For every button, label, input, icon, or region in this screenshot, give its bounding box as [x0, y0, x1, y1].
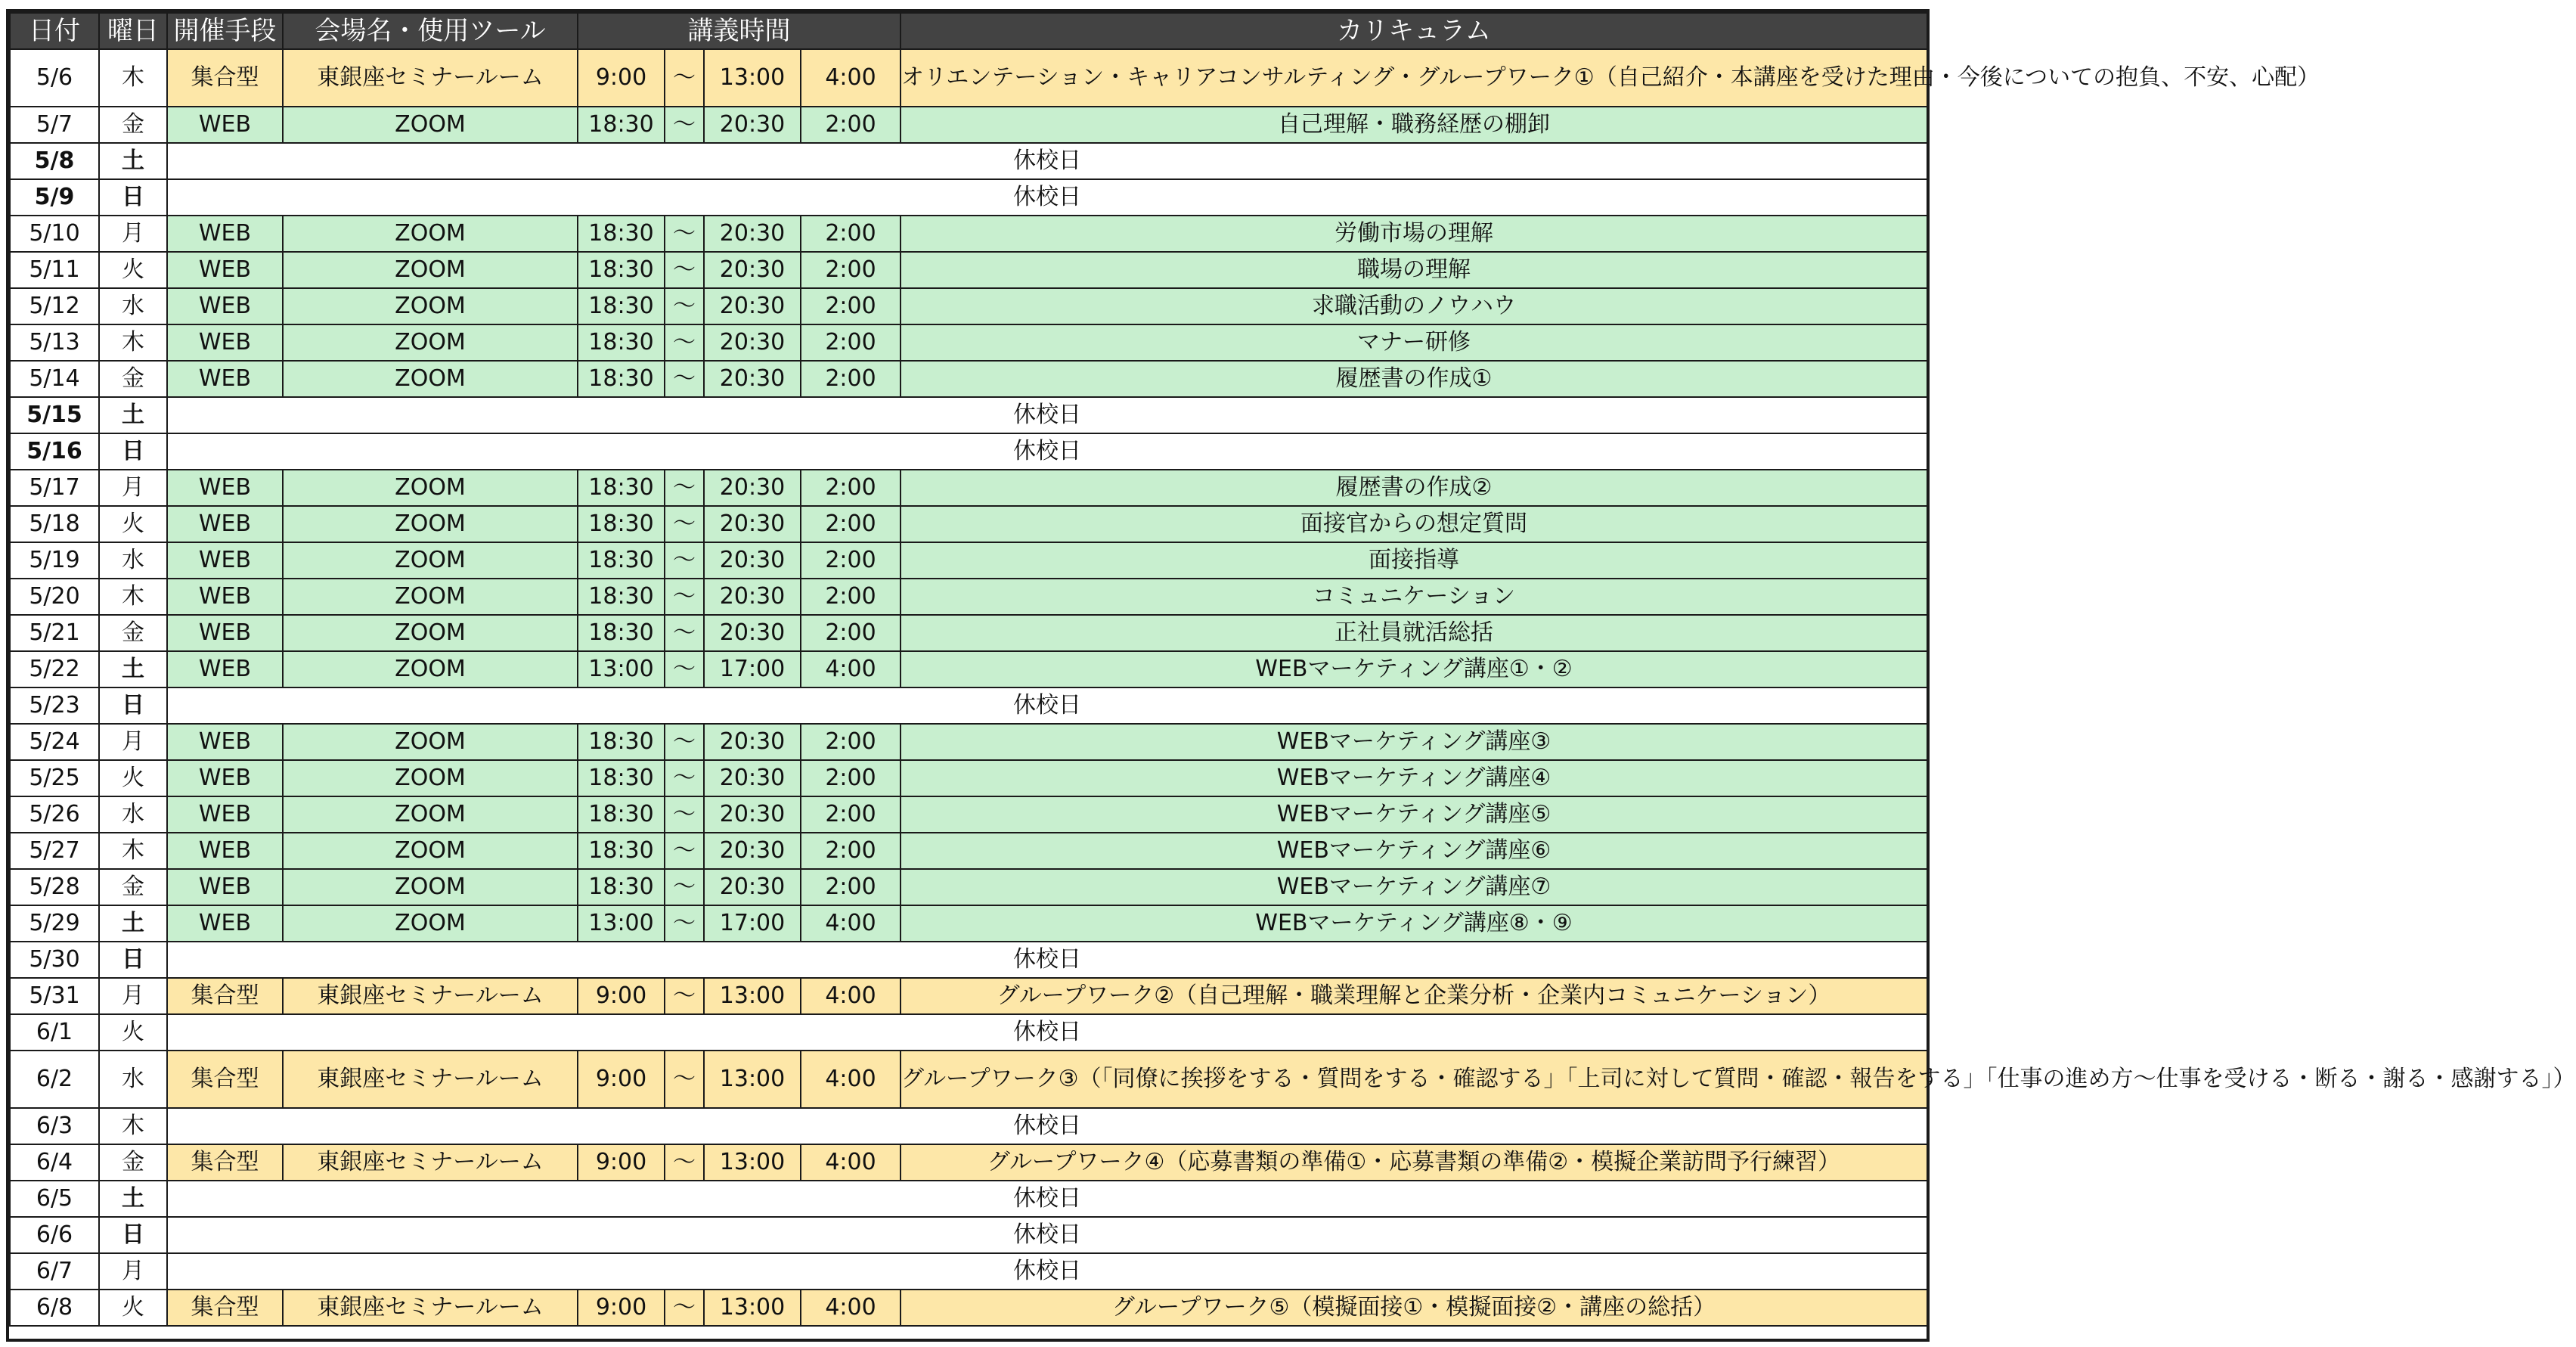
- schedule-table: [9, 12, 2576, 1327]
- time-separator-cell: ～: [665, 107, 704, 143]
- venue-cell: 東銀座セミナールーム: [283, 1290, 578, 1326]
- duration-cell: 2:00: [801, 470, 901, 506]
- date-cell: 5/29: [10, 905, 99, 942]
- curriculum-cell: 正社員就活総括: [901, 615, 1927, 651]
- duration-cell: 4:00: [801, 1051, 901, 1108]
- weekday-cell: 日: [99, 179, 167, 216]
- venue-cell: ZOOM: [283, 760, 578, 796]
- curriculum-cell: 労働市場の理解: [901, 216, 1927, 252]
- schedule-row: [10, 143, 1927, 179]
- start-time-cell: 18:30: [578, 615, 665, 651]
- schedule-row: [10, 1253, 1927, 1290]
- duration-cell: 2:00: [801, 542, 901, 579]
- schedule-sheet: [6, 9, 2576, 1342]
- venue-cell: ZOOM: [283, 579, 578, 615]
- start-time-cell: 13:00: [578, 905, 665, 942]
- time-separator-cell: ～: [665, 361, 704, 397]
- venue-cell: ZOOM: [283, 724, 578, 760]
- schedule-row: [10, 869, 1927, 905]
- venue-cell: ZOOM: [283, 288, 578, 324]
- schedule-body: [10, 49, 2576, 1326]
- start-time-cell: 18:30: [578, 216, 665, 252]
- weekday-cell: 土: [99, 397, 167, 433]
- time-separator-cell: ～: [665, 833, 704, 869]
- end-time-cell: 17:00: [704, 651, 801, 687]
- weekday-cell: 木: [99, 49, 167, 107]
- holiday-cell: 休校日: [167, 143, 1927, 179]
- weekday-cell: 月: [99, 724, 167, 760]
- weekday-cell: 水: [99, 1051, 167, 1108]
- mode-cell: WEB: [167, 542, 283, 579]
- time-separator-cell: ～: [665, 579, 704, 615]
- time-separator-cell: ～: [665, 651, 704, 687]
- mode-cell: WEB: [167, 905, 283, 942]
- weekday-cell: 日: [99, 1217, 167, 1253]
- schedule-row: [10, 107, 1927, 143]
- date-cell: 5/24: [10, 724, 99, 760]
- schedule-row: [10, 942, 1927, 978]
- start-time-cell: 18:30: [578, 760, 665, 796]
- duration-cell: 4:00: [801, 1144, 901, 1181]
- date-cell: 5/7: [10, 107, 99, 143]
- duration-cell: 4:00: [801, 651, 901, 687]
- time-separator-cell: ～: [665, 796, 704, 833]
- date-cell: 5/18: [10, 506, 99, 542]
- mode-cell: 集合型: [167, 1290, 283, 1326]
- date-cell: 5/15: [10, 397, 99, 433]
- curriculum-cell: 求職活動のノウハウ: [901, 288, 1927, 324]
- curriculum-cell: 履歴書の作成②: [901, 470, 1927, 506]
- venue-cell: ZOOM: [283, 615, 578, 651]
- weekday-cell: 金: [99, 615, 167, 651]
- start-time-cell: 18:30: [578, 324, 665, 361]
- date-cell: 6/3: [10, 1108, 99, 1144]
- duration-cell: 4:00: [801, 49, 901, 107]
- weekday-cell: 火: [99, 1014, 167, 1051]
- curriculum-cell: グループワーク④（応募書類の準備①・応募書類の準備②・模擬企業訪問予行練習）: [901, 1144, 1927, 1181]
- start-time-cell: 18:30: [578, 579, 665, 615]
- start-time-cell: 18:30: [578, 288, 665, 324]
- end-time-cell: 20:30: [704, 470, 801, 506]
- time-separator-cell: ～: [665, 760, 704, 796]
- mode-cell: WEB: [167, 288, 283, 324]
- schedule-row: [10, 687, 1927, 724]
- curriculum-cell: WEBマーケティング講座⑥: [901, 833, 1927, 869]
- weekday-cell: 火: [99, 760, 167, 796]
- time-separator-cell: ～: [665, 905, 704, 942]
- time-separator-cell: ～: [665, 542, 704, 579]
- end-time-cell: 20:30: [704, 579, 801, 615]
- time-separator-cell: ～: [665, 978, 704, 1014]
- weekday-cell: 土: [99, 143, 167, 179]
- schedule-row: [10, 978, 1927, 1014]
- end-time-cell: 13:00: [704, 1051, 801, 1108]
- date-cell: 6/4: [10, 1144, 99, 1181]
- curriculum-cell: 面接官からの想定質問: [901, 506, 1927, 542]
- weekday-cell: 金: [99, 869, 167, 905]
- mode-cell: WEB: [167, 796, 283, 833]
- schedule-row: [10, 1181, 1927, 1217]
- weekday-cell: 水: [99, 796, 167, 833]
- start-time-cell: 18:30: [578, 724, 665, 760]
- duration-cell: 2:00: [801, 760, 901, 796]
- end-time-cell: 20:30: [704, 107, 801, 143]
- schedule-row: [10, 796, 1927, 833]
- curriculum-cell: 職場の理解: [901, 252, 1927, 288]
- time-separator-cell: ～: [665, 1144, 704, 1181]
- mode-cell: 集合型: [167, 1051, 283, 1108]
- duration-cell: 2:00: [801, 615, 901, 651]
- holiday-cell: 休校日: [167, 1014, 1927, 1051]
- time-separator-cell: ～: [665, 288, 704, 324]
- date-cell: 5/26: [10, 796, 99, 833]
- schedule-row: [10, 288, 1927, 324]
- holiday-cell: 休校日: [167, 687, 1927, 724]
- header-venue: 会場名・使用ツール: [283, 13, 578, 49]
- start-time-cell: 18:30: [578, 796, 665, 833]
- date-cell: 6/6: [10, 1217, 99, 1253]
- end-time-cell: 13:00: [704, 49, 801, 107]
- venue-cell: ZOOM: [283, 252, 578, 288]
- venue-cell: ZOOM: [283, 107, 578, 143]
- schedule-row: [10, 1014, 1927, 1051]
- start-time-cell: 13:00: [578, 651, 665, 687]
- curriculum-cell: WEBマーケティング講座⑤: [901, 796, 1927, 833]
- holiday-cell: 休校日: [167, 1181, 1927, 1217]
- venue-cell: ZOOM: [283, 869, 578, 905]
- time-separator-cell: ～: [665, 615, 704, 651]
- time-separator-cell: ～: [665, 252, 704, 288]
- schedule-row: [10, 579, 1927, 615]
- end-time-cell: 20:30: [704, 252, 801, 288]
- start-time-cell: 9:00: [578, 978, 665, 1014]
- schedule-row: [10, 1051, 1927, 1108]
- holiday-cell: 休校日: [167, 179, 1927, 216]
- schedule-row: [10, 724, 1927, 760]
- mode-cell: 集合型: [167, 49, 283, 107]
- date-cell: 5/10: [10, 216, 99, 252]
- schedule-row: [10, 324, 1927, 361]
- mode-cell: WEB: [167, 107, 283, 143]
- curriculum-cell: コミュニケーション: [901, 579, 1927, 615]
- schedule-row: [10, 615, 1927, 651]
- holiday-cell: 休校日: [167, 1253, 1927, 1290]
- weekday-cell: 月: [99, 1253, 167, 1290]
- weekday-cell: 土: [99, 651, 167, 687]
- start-time-cell: 18:30: [578, 361, 665, 397]
- schedule-row: [10, 760, 1927, 796]
- schedule-row: [10, 49, 1927, 107]
- date-cell: 5/23: [10, 687, 99, 724]
- start-time-cell: 18:30: [578, 470, 665, 506]
- duration-cell: 2:00: [801, 579, 901, 615]
- start-time-cell: 18:30: [578, 542, 665, 579]
- duration-cell: 2:00: [801, 796, 901, 833]
- holiday-cell: 休校日: [167, 942, 1927, 978]
- venue-cell: 東銀座セミナールーム: [283, 978, 578, 1014]
- mode-cell: 集合型: [167, 1144, 283, 1181]
- venue-cell: ZOOM: [283, 542, 578, 579]
- date-cell: 5/9: [10, 179, 99, 216]
- time-separator-cell: ～: [665, 869, 704, 905]
- duration-cell: 4:00: [801, 978, 901, 1014]
- date-cell: 5/22: [10, 651, 99, 687]
- venue-cell: ZOOM: [283, 324, 578, 361]
- date-cell: 6/5: [10, 1181, 99, 1217]
- weekday-cell: 木: [99, 324, 167, 361]
- curriculum-cell: 面接指導: [901, 542, 1927, 579]
- date-cell: 5/13: [10, 324, 99, 361]
- date-cell: 6/7: [10, 1253, 99, 1290]
- start-time-cell: 18:30: [578, 252, 665, 288]
- mode-cell: WEB: [167, 724, 283, 760]
- start-time-cell: 9:00: [578, 49, 665, 107]
- duration-cell: 2:00: [801, 324, 901, 361]
- duration-cell: 2:00: [801, 869, 901, 905]
- date-cell: 6/8: [10, 1290, 99, 1326]
- date-cell: 5/6: [10, 49, 99, 107]
- schedule-row: [10, 833, 1927, 869]
- time-separator-cell: ～: [665, 1051, 704, 1108]
- end-time-cell: 13:00: [704, 1144, 801, 1181]
- schedule-row: [10, 433, 1927, 470]
- weekday-cell: 月: [99, 978, 167, 1014]
- schedule-row: [10, 506, 1927, 542]
- start-time-cell: 9:00: [578, 1290, 665, 1326]
- schedule-row: [10, 1217, 1927, 1253]
- duration-cell: 4:00: [801, 1290, 901, 1326]
- venue-cell: ZOOM: [283, 905, 578, 942]
- curriculum-cell: グループワーク②（自己理解・職業理解と企業分析・企業内コミュニケーション）: [901, 978, 1927, 1014]
- header-curriculum: カリキュラム: [901, 13, 1927, 49]
- end-time-cell: 20:30: [704, 216, 801, 252]
- schedule-row: [10, 470, 1927, 506]
- venue-cell: 東銀座セミナールーム: [283, 1144, 578, 1181]
- duration-cell: 2:00: [801, 361, 901, 397]
- start-time-cell: 9:00: [578, 1144, 665, 1181]
- date-cell: 5/19: [10, 542, 99, 579]
- curriculum-cell: 履歴書の作成①: [901, 361, 1927, 397]
- mode-cell: WEB: [167, 651, 283, 687]
- date-cell: 5/27: [10, 833, 99, 869]
- duration-cell: 2:00: [801, 107, 901, 143]
- venue-cell: ZOOM: [283, 216, 578, 252]
- weekday-cell: 火: [99, 252, 167, 288]
- start-time-cell: 18:30: [578, 107, 665, 143]
- schedule-row: [10, 252, 1927, 288]
- start-time-cell: 18:30: [578, 869, 665, 905]
- date-cell: 5/11: [10, 252, 99, 288]
- schedule-row: [10, 179, 1927, 216]
- end-time-cell: 20:30: [704, 324, 801, 361]
- date-cell: 5/31: [10, 978, 99, 1014]
- weekday-cell: 金: [99, 1144, 167, 1181]
- mode-cell: WEB: [167, 760, 283, 796]
- venue-cell: ZOOM: [283, 796, 578, 833]
- mode-cell: WEB: [167, 615, 283, 651]
- header-date: 日付: [10, 13, 99, 49]
- end-time-cell: 13:00: [704, 978, 801, 1014]
- mode-cell: WEB: [167, 216, 283, 252]
- mode-cell: WEB: [167, 506, 283, 542]
- time-separator-cell: ～: [665, 1290, 704, 1326]
- holiday-cell: 休校日: [167, 1108, 1927, 1144]
- start-time-cell: 9:00: [578, 1051, 665, 1108]
- weekday-cell: 土: [99, 905, 167, 942]
- curriculum-cell: WEBマーケティング講座⑧・⑨: [901, 905, 1927, 942]
- weekday-cell: 土: [99, 1181, 167, 1217]
- time-separator-cell: ～: [665, 49, 704, 107]
- date-cell: 5/8: [10, 143, 99, 179]
- weekday-cell: 木: [99, 833, 167, 869]
- holiday-cell: 休校日: [167, 433, 1927, 470]
- duration-cell: 2:00: [801, 252, 901, 288]
- schedule-row: [10, 542, 1927, 579]
- date-cell: 5/21: [10, 615, 99, 651]
- weekday-cell: 金: [99, 361, 167, 397]
- date-cell: 5/17: [10, 470, 99, 506]
- schedule-row: [10, 1144, 1927, 1181]
- duration-cell: 2:00: [801, 506, 901, 542]
- date-cell: 5/30: [10, 942, 99, 978]
- weekday-cell: 水: [99, 288, 167, 324]
- date-cell: 5/14: [10, 361, 99, 397]
- weekday-cell: 火: [99, 506, 167, 542]
- end-time-cell: 17:00: [704, 905, 801, 942]
- curriculum-cell: 自己理解・職務経歴の棚卸: [901, 107, 1927, 143]
- weekday-cell: 月: [99, 216, 167, 252]
- date-cell: 5/12: [10, 288, 99, 324]
- start-time-cell: 18:30: [578, 506, 665, 542]
- schedule-row: [10, 651, 1927, 687]
- duration-cell: 4:00: [801, 905, 901, 942]
- mode-cell: WEB: [167, 833, 283, 869]
- time-separator-cell: ～: [665, 724, 704, 760]
- curriculum-cell: グループワーク⑤（模擬面接①・模擬面接②・講座の総括）: [901, 1290, 1927, 1326]
- weekday-cell: 月: [99, 470, 167, 506]
- venue-cell: ZOOM: [283, 651, 578, 687]
- holiday-cell: 休校日: [167, 1217, 1927, 1253]
- venue-cell: ZOOM: [283, 361, 578, 397]
- end-time-cell: 20:30: [704, 760, 801, 796]
- end-time-cell: 20:30: [704, 833, 801, 869]
- mode-cell: WEB: [167, 361, 283, 397]
- duration-cell: 2:00: [801, 724, 901, 760]
- curriculum-cell: WEBマーケティング講座③: [901, 724, 1927, 760]
- venue-cell: 東銀座セミナールーム: [283, 1051, 578, 1108]
- end-time-cell: 20:30: [704, 542, 801, 579]
- curriculum-cell: グループワーク③（「同僚に挨拶をする・質問をする・確認する」「上司に対して質問・確認・報告をする」「仕事の進め方～仕事を受ける・断る・謝る・感謝する」）: [901, 1051, 1927, 1108]
- start-time-cell: 18:30: [578, 833, 665, 869]
- mode-cell: 集合型: [167, 978, 283, 1014]
- duration-cell: 2:00: [801, 833, 901, 869]
- schedule-row: [10, 1290, 1927, 1326]
- curriculum-cell: WEBマーケティング講座⑦: [901, 869, 1927, 905]
- venue-cell: ZOOM: [283, 470, 578, 506]
- header-time: 講義時間: [578, 13, 901, 49]
- mode-cell: WEB: [167, 252, 283, 288]
- curriculum-cell: オリエンテーション・キャリアコンサルティング・グループワーク①（自己紹介・本講座を受けた理由・今後についての抱負、不安、心配）: [901, 49, 1927, 107]
- time-separator-cell: ～: [665, 324, 704, 361]
- schedule-row: [10, 1108, 1927, 1144]
- end-time-cell: 20:30: [704, 724, 801, 760]
- end-time-cell: 20:30: [704, 506, 801, 542]
- schedule-row: [10, 361, 1927, 397]
- weekday-cell: 日: [99, 687, 167, 724]
- weekday-cell: 金: [99, 107, 167, 143]
- weekday-cell: 日: [99, 942, 167, 978]
- schedule-row: [10, 905, 1927, 942]
- weekday-cell: 木: [99, 579, 167, 615]
- mode-cell: WEB: [167, 579, 283, 615]
- end-time-cell: 20:30: [704, 288, 801, 324]
- curriculum-cell: マナー研修: [901, 324, 1927, 361]
- date-cell: 6/1: [10, 1014, 99, 1051]
- venue-cell: ZOOM: [283, 833, 578, 869]
- date-cell: 6/2: [10, 1051, 99, 1108]
- schedule-row: [10, 216, 1927, 252]
- duration-cell: 2:00: [801, 288, 901, 324]
- weekday-cell: 火: [99, 1290, 167, 1326]
- venue-cell: ZOOM: [283, 506, 578, 542]
- schedule-row: [10, 397, 1927, 433]
- time-separator-cell: ～: [665, 506, 704, 542]
- date-cell: 5/16: [10, 433, 99, 470]
- header-weekday: 曜日: [99, 13, 167, 49]
- curriculum-cell: WEBマーケティング講座①・②: [901, 651, 1927, 687]
- date-cell: 5/28: [10, 869, 99, 905]
- weekday-cell: 水: [99, 542, 167, 579]
- mode-cell: WEB: [167, 470, 283, 506]
- duration-cell: 2:00: [801, 216, 901, 252]
- end-time-cell: 20:30: [704, 615, 801, 651]
- weekday-cell: 日: [99, 433, 167, 470]
- date-cell: 5/20: [10, 579, 99, 615]
- date-cell: 5/25: [10, 760, 99, 796]
- end-time-cell: 20:30: [704, 796, 801, 833]
- mode-cell: WEB: [167, 324, 283, 361]
- time-separator-cell: ～: [665, 470, 704, 506]
- time-separator-cell: ～: [665, 216, 704, 252]
- curriculum-cell: WEBマーケティング講座④: [901, 760, 1927, 796]
- venue-cell: 東銀座セミナールーム: [283, 49, 578, 107]
- end-time-cell: 13:00: [704, 1290, 801, 1326]
- mode-cell: WEB: [167, 869, 283, 905]
- end-time-cell: 20:30: [704, 869, 801, 905]
- header-row: [10, 13, 1927, 49]
- header-mode: 開催手段: [167, 13, 283, 49]
- holiday-cell: 休校日: [167, 397, 1927, 433]
- weekday-cell: 木: [99, 1108, 167, 1144]
- end-time-cell: 20:30: [704, 361, 801, 397]
